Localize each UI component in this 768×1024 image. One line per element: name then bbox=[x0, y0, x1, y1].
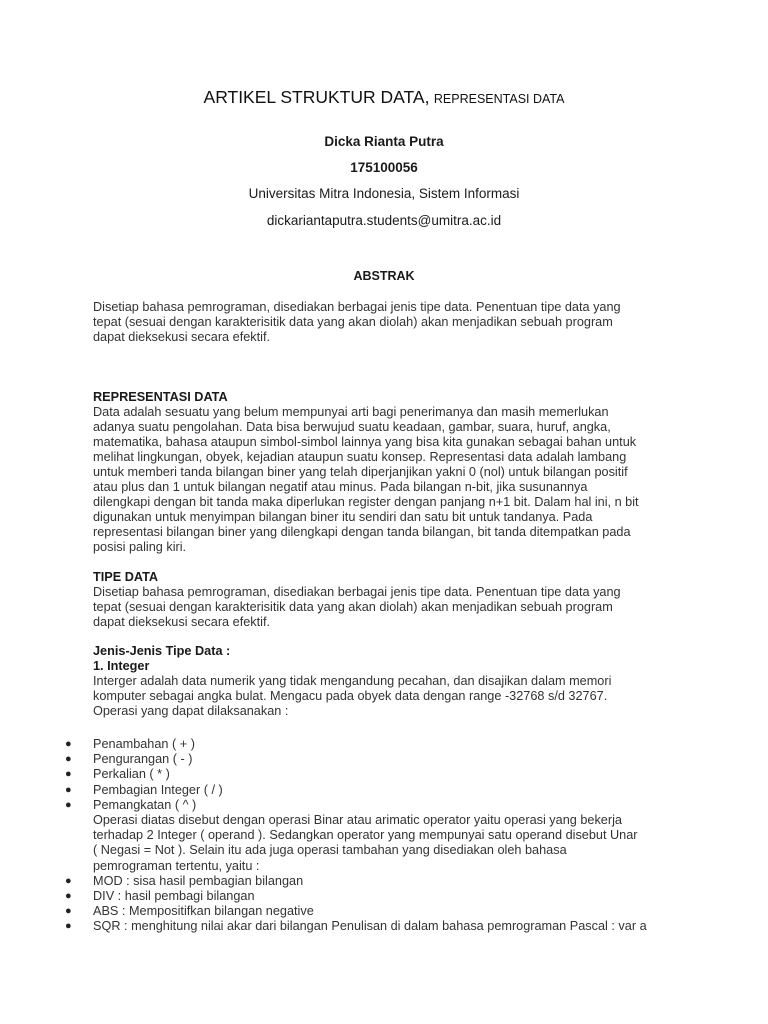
bullet-icon: ● bbox=[65, 920, 72, 933]
operation-note-line: terhadap 2 Integer ( operand ). Sedangkan operator yang mempunyai satu operand disebut Unar bbox=[93, 828, 638, 843]
list-item-text: MOD : sisa hasil pembagian bilangan bbox=[93, 873, 304, 888]
operations-list bbox=[65, 737, 693, 935]
list-item bbox=[65, 752, 693, 767]
list-item-text: Pembagian Integer ( / ) bbox=[93, 782, 223, 797]
representasi-line: atau plus dan 1 untuk bilangan negatif atau minus. Pada bilangan n-bit, jika susunannya bbox=[93, 480, 588, 494]
tipe-data-line: tepat (sesuai dengan karakterisitik data yang akan diolah) akan menjadikan sebuah program bbox=[93, 600, 613, 614]
integer-line: Interger adalah data numerik yang tidak mengandung pecahan, dan disajikan dalam memori bbox=[93, 674, 612, 688]
abstract-line: Disetiap bahasa pemrograman, disediakan berbagai jenis tipe data. Penentuan tipe data yang bbox=[93, 300, 621, 314]
list-item-text: Pemangkatan ( ^ ) bbox=[93, 797, 197, 812]
bullet-icon: ● bbox=[65, 783, 72, 796]
representasi-line: adanya suatu pengolahan. Data bisa berwujud suatu keadaan, gambar, suara, huruf, angka, bbox=[93, 420, 611, 434]
list-item bbox=[65, 889, 693, 904]
bullet-icon: ● bbox=[65, 890, 72, 903]
representasi-section bbox=[93, 390, 693, 555]
integer-line: komputer sebagai angka bulat. Mengacu pada obyek data dengan range -32768 s/d 32767. bbox=[93, 689, 608, 703]
operation-note-line: pemrograman tertentu, yaitu : bbox=[93, 858, 260, 873]
representasi-line: untuk memberi tanda bilangan biner yang telah diperjanjikan yakni 0 (nol) untuk bilangan positif bbox=[93, 465, 628, 479]
bullet-icon: ● bbox=[65, 874, 72, 887]
list-item-text: ABS : Mempositifkan bilangan negative bbox=[93, 904, 314, 919]
tipe-data-section bbox=[93, 570, 693, 630]
jenis-heading: Jenis-Jenis Tipe Data : bbox=[93, 644, 231, 658]
jenis-section bbox=[93, 644, 693, 719]
document-title bbox=[0, 87, 768, 108]
bullet-icon: ● bbox=[65, 905, 72, 918]
representasi-line: representasi bilangan biner yang dilengkapi dengan tanda bilangan, bit tanda ditempatkan pada bbox=[93, 525, 631, 539]
student-id: 175100056 bbox=[350, 160, 418, 175]
operation-note-line: ( Negasi = Not ). Selain itu ada juga operasi tambahan yang disediakan oleh bahasa bbox=[93, 843, 567, 858]
representasi-line: melihat lingkungan, obyek, kejadian ataupun suatu konsep. Representasi data adalah lambang bbox=[93, 450, 627, 464]
bullet-icon: ● bbox=[65, 738, 72, 750]
bullet-icon: ● bbox=[65, 753, 72, 766]
representasi-line: digunakan untuk menyimpan bilangan biner itu sendiri dan satu bit untuk tandanya. Pada bbox=[93, 510, 593, 524]
representasi-line: posisi paling kiri. bbox=[93, 540, 187, 554]
list-item-text: Pengurangan ( - ) bbox=[93, 752, 193, 767]
representasi-line: Data adalah sesuatu yang belum mempunyai arti bagi penerimanya dan masih memerlukan bbox=[93, 405, 609, 419]
abstract-line: tepat (sesuai dengan karakterisitik data yang akan diolah) akan menjadikan sebuah program bbox=[93, 315, 613, 329]
tipe-data-line: Disetiap bahasa pemrograman, disediakan berbagai jenis tipe data. Penentuan tipe data yang bbox=[93, 585, 621, 599]
tipe-data-line: dapat dieksekusi secara efektif. bbox=[93, 615, 271, 629]
author-email: dickariantaputra.students@umitra.ac.id bbox=[266, 213, 502, 228]
author-name: Dicka Rianta Putra bbox=[324, 134, 444, 149]
list-item bbox=[65, 873, 693, 889]
list-item bbox=[65, 737, 693, 752]
operation-note-line: Operasi diatas disebut dengan operasi Binar atau arimatic operator yaitu operasi yang bekerja bbox=[93, 813, 622, 828]
list-item-text: Perkalian ( * ) bbox=[93, 767, 170, 782]
representasi-line: dilengkapi dengan bit tanda maka diperlukan register dengan panjang n+1 bit. Dalam hal ini, n bit bbox=[93, 495, 639, 509]
integer-line: Operasi yang dapat dilaksanakan : bbox=[93, 704, 289, 718]
title-main: ARTIKEL STRUKTUR DATA, bbox=[203, 87, 430, 107]
abstract-body bbox=[93, 300, 693, 345]
abstract-heading: ABSTRAK bbox=[353, 269, 415, 283]
list-item bbox=[65, 904, 693, 919]
list-item bbox=[65, 782, 693, 798]
abstract-line: dapat dieksekusi secara efektif. bbox=[93, 330, 271, 344]
title-sub: REPRESENTASI DATA bbox=[433, 92, 565, 106]
tipe-data-heading: TIPE DATA bbox=[93, 570, 159, 584]
list-item-text: DIV : hasil pembagi bilangan bbox=[93, 889, 255, 904]
list-item bbox=[65, 797, 693, 874]
representasi-line: matematika, bahasa ataupun simbol-simbol lainnya yang bisa kita gunakan sebagai bahan untuk bbox=[93, 435, 637, 449]
affiliation: Universitas Mitra Indonesia, Sistem Informasi bbox=[248, 186, 520, 201]
list-item-text: SQR : menghitung nilai akar dari bilangan Penulisan di dalam bahasa pemrograman Pascal : var a bbox=[93, 919, 647, 934]
bullet-icon: ● bbox=[65, 768, 72, 781]
list-item bbox=[65, 767, 693, 782]
list-item-text: Penambahan ( + ) bbox=[93, 737, 195, 751]
list-item bbox=[65, 919, 693, 934]
integer-subheading: 1. Integer bbox=[93, 659, 150, 673]
bullet-icon: ● bbox=[65, 798, 72, 811]
representasi-heading: REPRESENTASI DATA bbox=[93, 390, 228, 404]
